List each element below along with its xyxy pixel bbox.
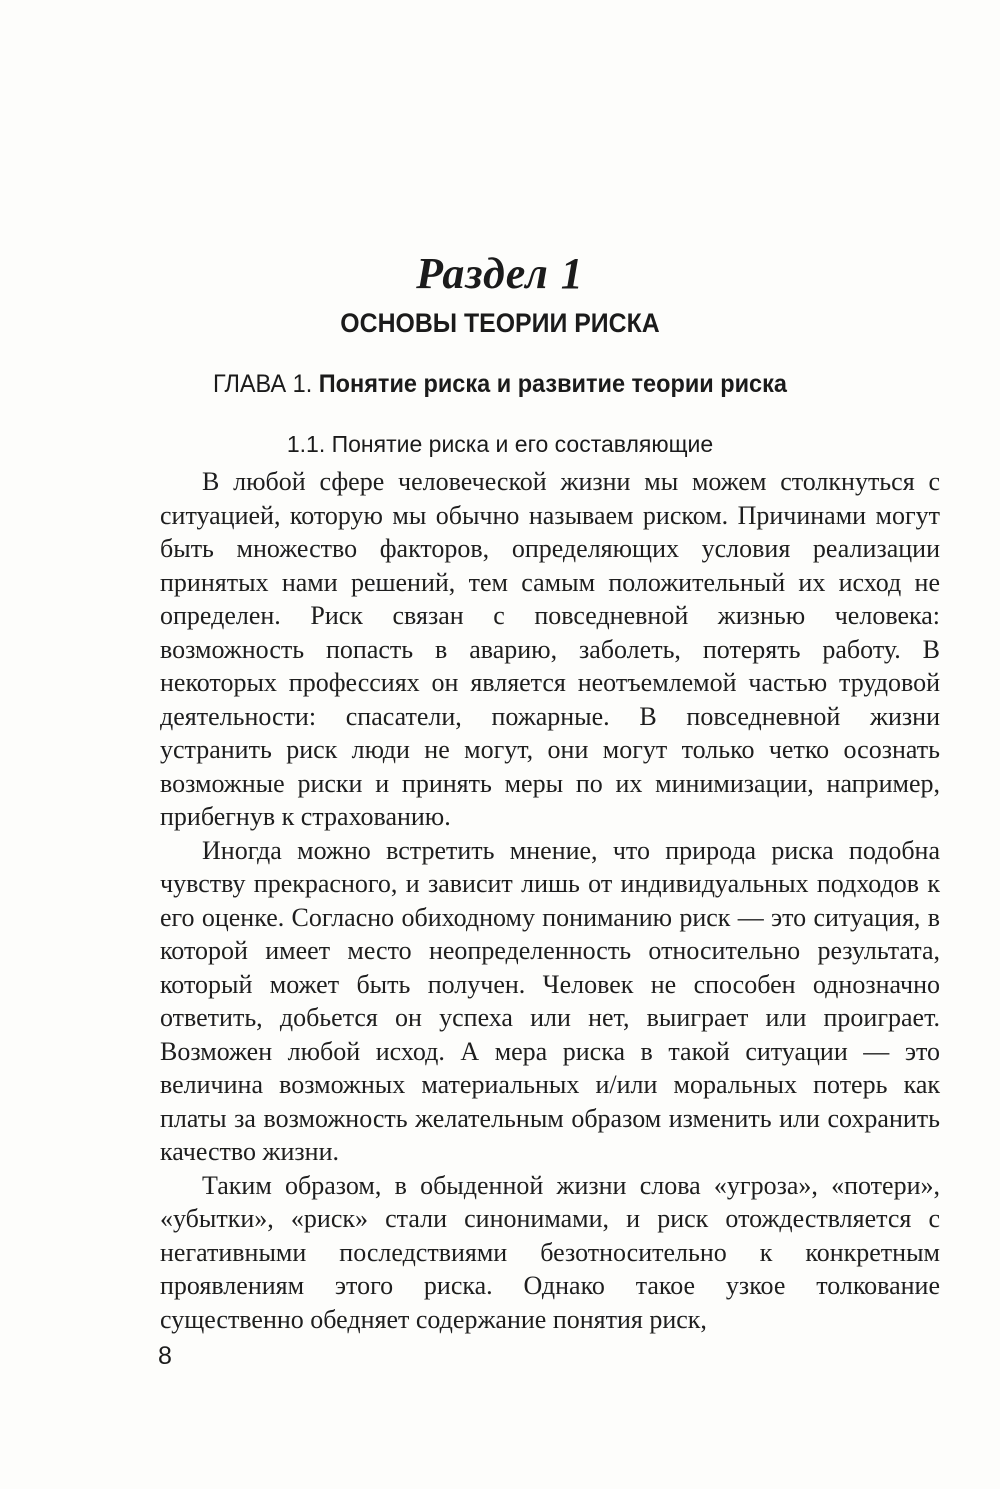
page-number: 8 — [158, 1342, 172, 1370]
subsection-heading: 1.1. Понятие риска и его составляющие — [286, 431, 714, 457]
chapter-heading — [30, 370, 970, 399]
paragraph-3: Таким образом, в обыденной жизни слова «угроза», «потери», «убытки», «риск» стали синонимами, и риск отождествляется с негативными последствиями безотносительно к конкретным проявлениям этого риска. Однако такое узкое толкование существенно обедняет содержание понятия риск, — [160, 1170, 940, 1334]
paragraph-1: В любой сфере человеческой жизни мы можем столкнуться с ситуацией, которую мы обычно называем риском. Причинами могут быть множество факторов, определяющих условия реализации принятых нами решений, тем самым положительный их исход не определен. Риск связан с повседневной жизнью человека: возможность попасть в аварию, заболеть, потерять работу. В некоторых профессиях он является неотъемлемой частью трудовой деятельности: спасатели, пожарные. В повседневной жизни устранить риск люди не могут, они могут только четко осознать возможные риски и принять меры по их минимизации, например, прибегнув к страхованию. — [160, 467, 940, 831]
chapter-label: ГЛАВА 1. — [213, 370, 313, 398]
body-text — [160, 465, 940, 1336]
paragraph-2: Иногда можно встретить мнение, что природа риска подобна чувству прекрасного, и зависит лишь от индивидуальных подходов к его оценке. Согласно обиходному пониманию риск — это ситуация, в которой имеет место неопределенность относительно результата, который может быть получен. Человек не способен однозначно ответить, добьется он успеха или нет, выиграет или проиграет. Возможен любой исход. А мера риска в такой ситуации — это величина возможных материальных и/или моральных потерь как платы за возможность желательным образом изменить или сохранить качество жизни. — [160, 835, 940, 1166]
chapter-name: Понятие риска и развитие теории риска — [318, 370, 787, 398]
section-subtitle: ОСНОВЫ ТЕОРИИ РИСКА — [340, 308, 660, 338]
section-title: Раздел 1 — [416, 249, 584, 298]
